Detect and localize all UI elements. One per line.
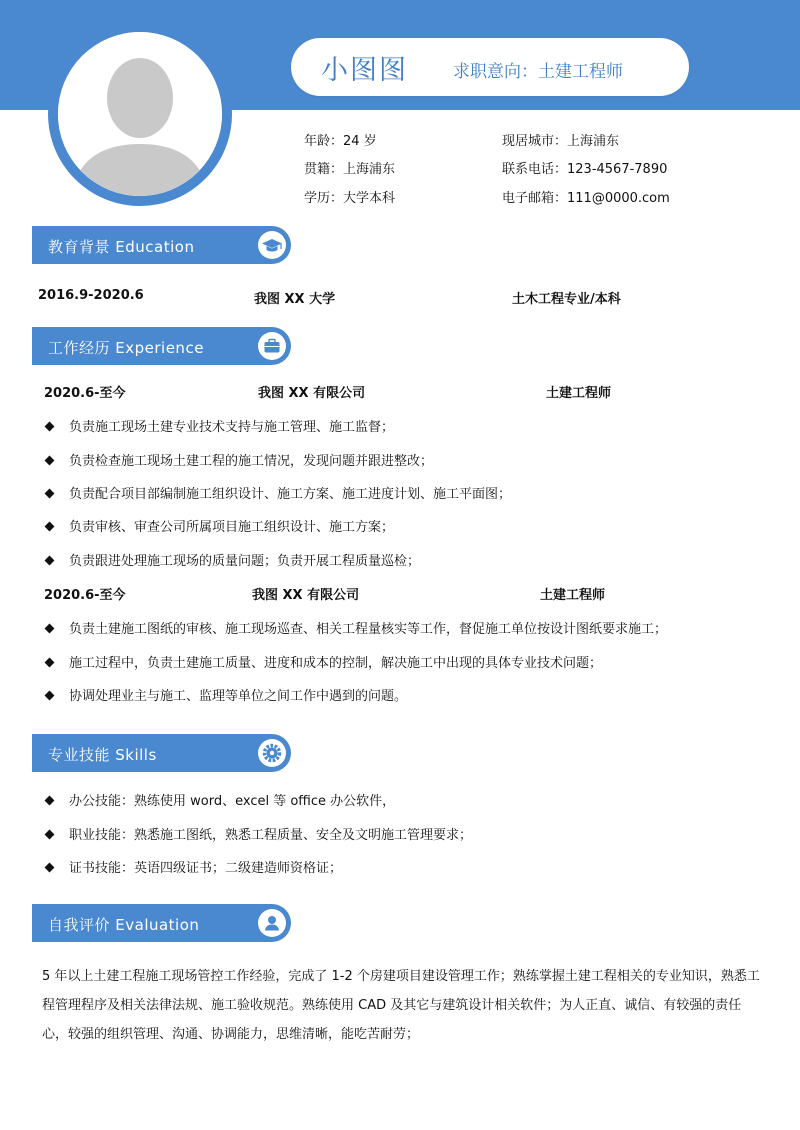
info-email: 电子邮箱：111@0000.com: [502, 191, 670, 206]
list-item: 负责施工现场土建专业技术支持与施工管理、施工监督；: [46, 416, 394, 435]
list-item: 施工过程中，负责土建施工质量、进度和成本的控制，解决施工中出现的具体专业技术问题；: [46, 652, 602, 671]
info-age: 年龄：24 岁: [304, 134, 377, 149]
briefcase-icon: [258, 332, 286, 360]
diamond-bullet-icon: [45, 556, 55, 566]
name-banner: [291, 38, 689, 96]
info-degree: 学历：大学本科: [304, 191, 396, 206]
avatar-placeholder: [58, 32, 222, 196]
list-item: 协调处理业主与施工、监理等单位之间工作中遇到的问题。: [46, 685, 407, 704]
diamond-bullet-icon: [45, 422, 55, 432]
section-title: 自我评价 Evaluation: [48, 916, 200, 934]
person-silhouette-icon: [58, 32, 222, 196]
list-item: 负责检查施工现场土建工程的施工情况，发现问题并跟进整改；: [46, 450, 433, 469]
section-title: 工作经历 Experience: [48, 339, 204, 357]
section-header-evaluation: [32, 904, 291, 942]
list-item: 证书技能：英语四级证书；二级建造师资格证；: [46, 857, 342, 876]
diamond-bullet-icon: [45, 624, 55, 634]
diamond-bullet-icon: [45, 456, 55, 466]
diamond-bullet-icon: [45, 830, 55, 840]
section-header-skills: [32, 734, 291, 772]
diamond-bullet-icon: [45, 522, 55, 532]
diamond-bullet-icon: [45, 489, 55, 499]
job-company: 我图 XX 有限公司: [258, 386, 366, 401]
candidate-name: 小图图: [321, 55, 408, 86]
education-period: 2016.9-2020.6: [38, 288, 144, 303]
job-role: 土建工程师: [540, 588, 606, 603]
education-school: 我图 XX 大学: [254, 292, 336, 307]
evaluation-text: 5 年以上土建工程施工现场管控工作经验，完成了 1-2 个房建项目建设管理工作；熟练掌握土建工程相关的专业知识，熟悉工程管理程序及相关法律法规、施工验收规范。熟练使用 CAD 及其它与建筑设计相关软件；为人正直、诚信、有较强的责任心，较强的组织管理、沟通、协调能力，思维清晰，能吃苦耐劳；: [42, 969, 760, 1042]
list-item: 负责跟进处理施工现场的质量问题；负责开展工程质量巡检；: [46, 550, 420, 569]
job-intent: 求职意向：土建工程师: [453, 62, 623, 82]
info-city: 现居城市：上海浦东: [502, 134, 620, 149]
education-major: 土木工程专业/本科: [512, 292, 621, 307]
diamond-bullet-icon: [45, 691, 55, 701]
job-period: 2020.6-至今: [44, 386, 126, 401]
user-icon: [258, 909, 286, 937]
job-company: 我图 XX 有限公司: [252, 588, 360, 603]
diamond-bullet-icon: [45, 863, 55, 873]
gear-icon: [258, 739, 286, 767]
section-title: 教育背景 Education: [48, 238, 195, 256]
avatar: [48, 22, 232, 206]
list-item: 职业技能：熟悉施工图纸，熟悉工程质量、安全及文明施工管理要求；: [46, 824, 472, 843]
diamond-bullet-icon: [45, 796, 55, 806]
list-item: 负责土建施工图纸的审核、施工现场巡查、相关工程量核实等工作，督促施工单位按设计图纸要求施工；: [46, 618, 667, 637]
job-period: 2020.6-至今: [44, 588, 126, 603]
section-header-education: [32, 226, 291, 264]
section-title: 专业技能 Skills: [48, 746, 157, 764]
section-header-experience: [32, 327, 291, 365]
graduation-cap-icon: [258, 231, 286, 259]
list-item: 负责配合项目部编制施工组织设计、施工方案、施工进度计划、施工平面图；: [46, 483, 511, 502]
diamond-bullet-icon: [45, 658, 55, 668]
list-item: 办公技能：熟练使用 word、excel 等 office 办公软件，: [46, 790, 395, 809]
list-item: 负责审核、审查公司所属项目施工组织设计、施工方案；: [46, 516, 394, 535]
info-phone: 联系电话：123-4567-7890: [502, 162, 668, 177]
info-hometown: 贯籍：上海浦东: [304, 162, 396, 177]
job-role: 土建工程师: [546, 386, 612, 401]
